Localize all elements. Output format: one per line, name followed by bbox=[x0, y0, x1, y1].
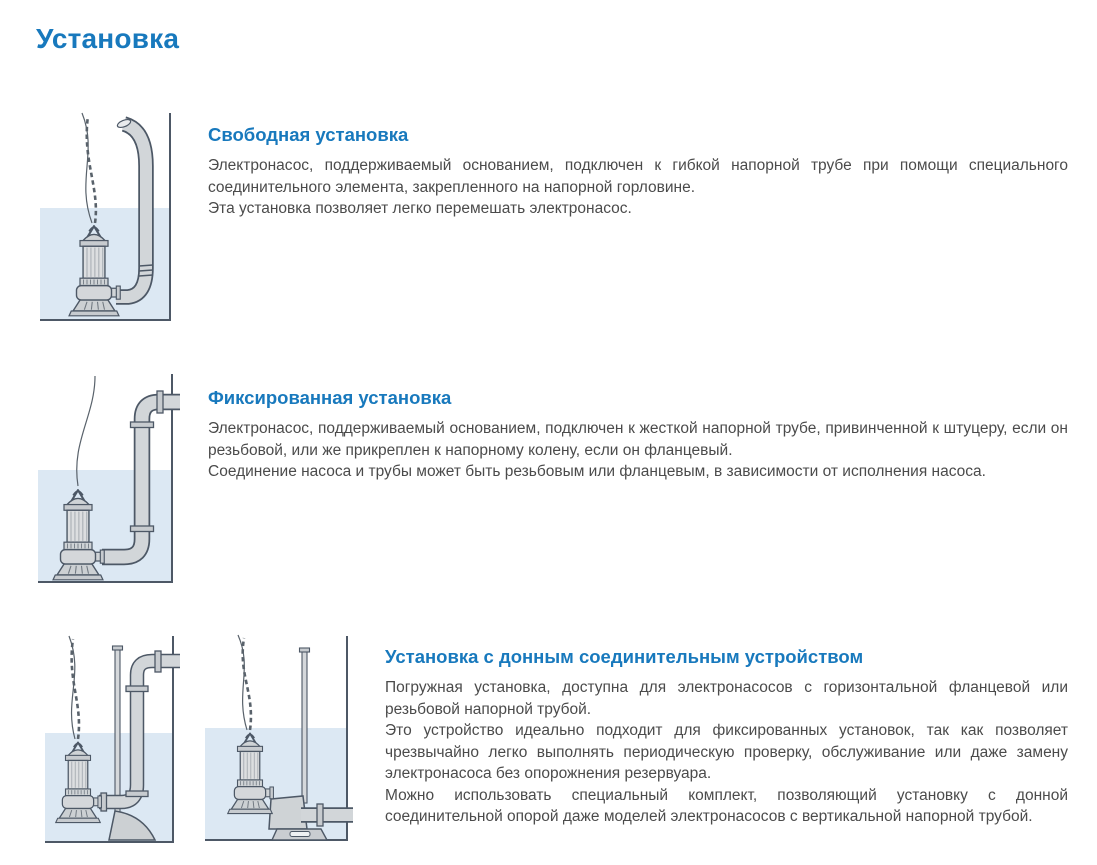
fixed-installation-illustration bbox=[38, 372, 203, 594]
section-bottom-coupling bbox=[385, 646, 1068, 828]
power-cable bbox=[77, 376, 95, 486]
figure-bottom-coupling-vertical bbox=[45, 633, 190, 855]
horizontal-pipe bbox=[301, 804, 353, 826]
water bbox=[45, 733, 173, 842]
section-heading: Свободная установка bbox=[208, 124, 409, 145]
page-title: Установка bbox=[36, 23, 180, 54]
bottom-coupling-vertical-illustration bbox=[45, 633, 190, 855]
paragraph: Электронасос, поддерживаемый основанием, подключен к жесткой напорной трубе, привинченной к штуцеру, если он резьбовой, или же прикреплен к напорному колену, если он фланцевый. bbox=[208, 420, 1068, 459]
paragraph: Электронасос, поддерживаемый основанием, подключен к гибкой напорной трубе при помощи специального соединительного элемента, закрепленного на напорной горловине. bbox=[208, 157, 1068, 196]
paragraph: Соединение насоса и трубы может быть резьбовым или фланцевым, в зависимости от исполнения насоса. bbox=[208, 463, 986, 480]
figure-free-installation bbox=[40, 108, 190, 330]
free-installation-illustration bbox=[40, 108, 190, 330]
paragraph: Эта установка позволяет легко перемешать электронасос. bbox=[208, 200, 632, 217]
figure-fixed-installation bbox=[38, 372, 203, 594]
section-heading: Установка с донным соединительным устройством bbox=[385, 646, 864, 667]
figure-bottom-coupling-horizontal bbox=[205, 633, 353, 855]
paragraph: Погружная установка, доступна для электронасосов с горизонтальной фланцевой или резьбовой напорной трубой. bbox=[385, 679, 1068, 718]
pedestal-slot bbox=[290, 832, 310, 837]
section-heading: Фиксированная установка bbox=[208, 387, 452, 408]
section-fixed-installation bbox=[208, 387, 1068, 483]
bottom-coupling-horizontal-illustration bbox=[205, 633, 353, 855]
section-free-installation bbox=[208, 124, 1068, 220]
paragraph: Это устройство идеально подходит для фиксированных установок, так как позволяет чрезвычайно легко выполнять периодическую проверку, обслуживание или даже замену электронасоса без опорожнения резервуара. bbox=[385, 722, 1068, 782]
paragraph: Можно использовать специальный комплект, позволяющий установку с донной соединительной опорой даже моделей электронасосов с вертикальной напорной трубой. bbox=[385, 786, 1068, 825]
